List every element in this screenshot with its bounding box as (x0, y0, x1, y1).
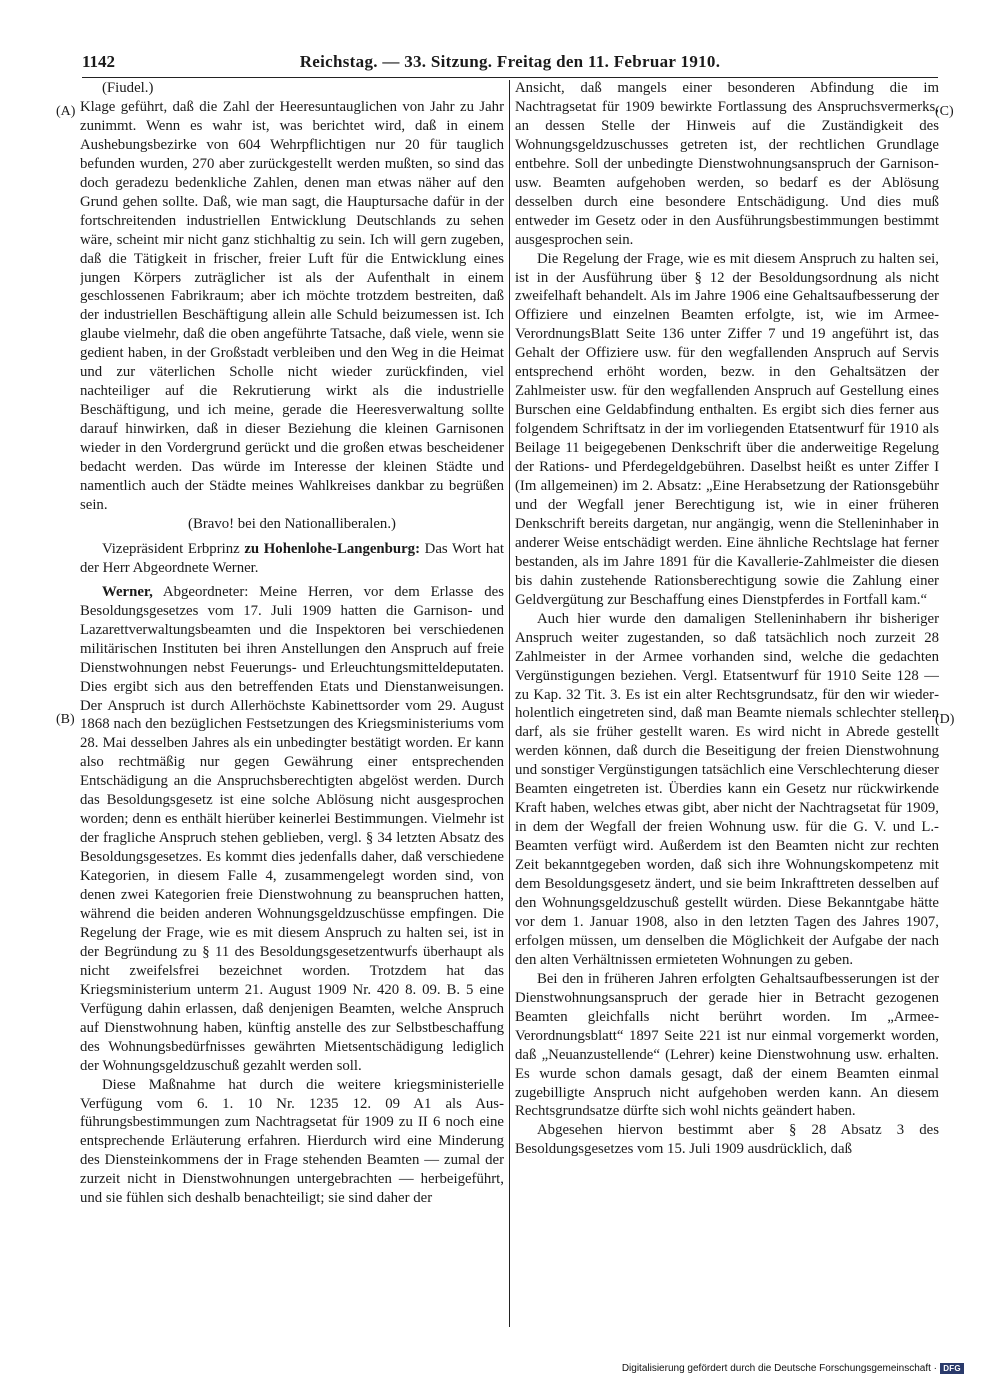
right-column (515, 79, 939, 1327)
footer (622, 1363, 964, 1374)
speaker-tag: (Fiudel.) (102, 80, 154, 96)
paragraph: Auch hier wurde den damaligen Stelleninhabern ihr bisheriger Anspruch weiter zugestanden, so daß tatsächlich noch zurzeit 28 Zahlmeister in der Armee vorhanden sind, welche die gedachten Vergünstigungen beziehen. Vergl. Etatsentwurf für 1910 Seite 128 — zu Kap. 32 Tit. 3. Es ist ein alter Rechtsgrundsatz, für den wir wiederholentlich eingetreten sind, daß man Beamte niemals schlechter stellen darf, als sie früher gestellt waren. Es wird nicht in Abrede gestellt werden können, daß durch die Beseitigung der freien Dienstwohnung und sonstiger Vergünstigungen tatsächlich eine Verschlechterung dieser Beamten eingetreten ist. Überdies kann ein Gesetz nur rückwirkende Kraft haben, welches etwas gibt, aber nicht der Nachtragsetat für 1909, in dem der Wegfall der freien Wohnung usw. für die G. V. und L.-Beamten verfügt wird. Außerdem ist den Beamten nicht zur rechten Zeit bekanntgegeben worden, daß sich ihre Wohnungskompetenz mit dem Besoldungsgesetz ändert, und sie beim Inkrafttreten desselben auf den Wohnungsgeldzuschuß gestellt würden. Diese Bekanntgabe hätte vor dem 1. Januar 1908, also in den letzten Tagen des Jahres 1907, erfolgen müssen, um denselben die Möglichkeit der Aufgabe der nach den alten Verhältnissen ermieteten Wohnungen zu geben. (515, 610, 939, 968)
column-divider (509, 80, 510, 1327)
header-title: Reichstag. — 33. Sitzung. Freitag den 11. Februar 1910. (299, 52, 721, 71)
speaker-name: Werner, (102, 583, 153, 600)
paragraph: Diese Maßnahme hat durch die weitere kriegsministerielle Verfügung vom 6. 1. 10 Nr. 1235 12. 09 A1 als Ausführungsbestimmungen zum Nachtragsetat für 1909 zu II 6 noch eine entsprechende Erläuterung erfahren. Hierdurch wird eine Minderung des Diensteinkommens der in Frage stehenden Beamten — zumal der zurzeit nicht in Dienstwohnungen untergebrachten — herbeigeführt, und sie fühlen sich deshalb benachteiligt; sie sind daher der (80, 1076, 504, 1207)
president-statement (80, 540, 504, 578)
header-rule (82, 77, 938, 78)
paragraph: Ansicht, daß mangels einer besonderen Abfindung die im Nachtragsetat für 1909 bewirkte Fortlassung des Anspruchsvermerks, an dessen Stelle der Hinweis auf die Zuständigkeit des Wohnungsgeldzuschusses getreten ist, der rechtlichen Grundlage entbehre. Soll der unbedingte Dienstwohnungsanspruch der Garnison- usw. Beamten aufgehoben werden, so bedarf es der Ablösung desselben durch eine besondere Entschädigung. Und dies muß entweder im Gesetz oder in den Ausführungsbestimmungen bestimmt ausgesprochen sein. (515, 80, 939, 248)
margin-marker-c: (C) (935, 104, 954, 119)
paragraph: Abgesehen hiervon bestimmt aber § 28 Absatz 3 des Besoldungsgesetzes vom 15. Juli 1909 ausdrücklich, daß (515, 1122, 939, 1158)
margin-marker-a: (A) (56, 104, 76, 119)
president-text: Das Wort hat der Herr Abgeordnete Werner. (80, 540, 504, 576)
dfg-logo-icon: DFG (940, 1363, 964, 1374)
president-name: zu Hohenlohe-Langenburg: (244, 540, 421, 557)
margin-marker-d: (D) (935, 712, 955, 727)
paragraph: Klage geführt, daß die Zahl der Heeresuntauglichen von Jahr zu Jahr zunimmt. Wenn es wahr ist, was berichtet wird, daß in einem Aushebungsbezirke von 604 Wehrpflichtigen nur 20 für tauglich befunden wurden, 270 aber zurückgestellt werden mußten, so sind das doch geradezu bedenkliche Zahlen, denen man etwas näher auf den Grund gehen sollte. Daß, wie man sagt, die Hauptursache dafür in der fortschreitenden industriellen Entwicklung Deutschlands zu sehen wäre, scheint mir nicht ganz stichhaltig zu sein. Ich will gern zugeben, daß die Tätigkeit in frischer, freier Luft für die Entwicklung eines jungen Körpers zuträglicher ist als der Aufenthalt in einem geschlossenen Fabrikraum; aber ich möchte trotzdem bestreiten, daß der industriellen Beschäftigung allein alle Schuld beizumessen ist. Ich glaube vielmehr, daß die oben angeführte Tatsache, daß viele, wenn sie gedient haben, in der Großstadt verbleiben und den Weg in die Heimat und zur väterlichen Scholle nicht wieder zurückfinden, viel nachteiliger auf die Rekrutierung wirkt als die industrielle Beschäftigung, und ich meine, gerade die Heeresverwaltung sollte darauf hinwirken, daß in dieser Beziehung die kleinen Garnisonen wieder in den Vordergrund gerückt und die großen etwas bescheidener bedacht werden. Das würde im Interesse der kleinen Städte und namentlich auch der Städte meines Wahlkreises dankbar zu begrüßen sein. (80, 98, 504, 513)
paragraph: Bei den in früheren Jahren erfolgten Gehaltsaufbesserungen ist der Dienstwohnungsanspruch der gerade hier in Betracht gezogenen Beamten gleichfalls nicht berührt worden. Im „Armee-Verordnungsblatt“ 1897 Seite 221 ist nur einmal vorgemerkt worden, daß „Neuanzustellende“ (Lehrer) keine Dienstwohnung usw. erhalten. Es wurde schon damals gesagt, daß der einem Beamten einmal zugebilligte Anspruch nicht aufgehoben werden kann. An diesem Rechtsgrundsatze dürfte sich wohl nichts geändert haben. (515, 970, 939, 1120)
left-column (80, 79, 504, 1327)
page-number: 1142 (82, 52, 116, 71)
president-title: Vizepräsident Erbprinz (102, 540, 245, 557)
paragraph: Die Regelung der Frage, wie es mit diesem Anspruch zu halten sei, ist in der Ausführung über § 12 der Besoldungsordnung als nicht zweifelhaft behandelt. Als im Jahre 1906 eine Gehaltsaufbesserung der Offiziere und einzelnen Beamten erfolgte, ist, wie im Armee-VerordnungsBlatt Seite 136 unter Ziffer 7 und 19 angeführt ist, das Gehalt der Offiziere usw. für den wegfallenden Anspruch auf Servis entsprechend erhöht worden, bezw. in den Gehaltsätzen der Zahlmeister usw. für den wegfallenden Anspruch auf Gestellung eines Burschen eine Geldabfindung enthalten. Es ergibt sich dies ferner aus folgendem Schriftsatz in der im vorliegenden Etatsentwurf für 1910 als Beilage 11 beigegebenen Denkschrift über die anderweitige Regelung der Rations- und Pferdegeldgebühren. Daselbst heißt es unter Ziffer I (Im allgemeinen) im 2. Absatz: „Eine Herabsetzung der Rationsgebühr und der Wegfall jener Berechtigung ist, wie in einer früheren Denkschrift bereits dargetan, nur angängig, wenn die Stelleninhaber in anderer Weise entschädigt werden. Eine ähnliche Rechtslage hat ferner bestanden, als im Jahre 1891 für die Kavallerie-Zahlmeister die diesen bis dahin zustehende Rationsberechtigung sowie die Zahlung einer Geldvergütung zur Beschaffung eines Dienstpferdes in Fortfall kam.“ (515, 250, 939, 608)
margin-marker-b: (B) (56, 712, 75, 727)
applause-note: (Bravo! bei den Nationalliberalen.) (188, 515, 396, 532)
page-header (82, 52, 938, 74)
speech-text: Abgeordneter: Meine Herren, vor dem Erlasse des Besoldungsgesetzes vom 17. Juli 1909 hatten die Garnison- und Lazarettverwaltungsbeamten und die Inspektoren bei verschiedenen militärischen Instituten bei ihren Anstellungen den Anspruch auf freie Dienstwohnungen nebst Feuerungs- und Erleuchtungsmitteldeputaten. Dies ergibt sich aus den betreffenden Etats und Dienstanweisungen. Der Anspruch ist durch Allerhöchste Kabinettsorder vom 29. August 1868 nach den bezüglichen Festsetzungen des Kriegsministeriums vom 28. Mai desselben Jahres als ein unbedingter bestätigt worden. Er kann also rechtmäßig nur gegen Gewährung einer entsprechenden Entschädigung an die Anspruchsberechtigten abgelöst werden. Durch das Besoldungsgesetz ist eine solche Ablösung nicht ausgesprochen worden; denn es enthält hierüber keinerlei Bestimmungen. Vielmehr ist der fragliche Anspruch stehen geblieben, vergl. § 34 letzten Absatz des Besoldungsgesetzes. Es kommt dies jedenfalls daher, daß verschiedene Kategorien, in diesem Falle 4, zusammengelegt worden sind, von denen zwei Kategorien freie Dienstwohnung zu beanspruchen hatten, während die beiden anderen Wohnungsgeldzuschüsse empfingen. Die Regelung der Frage, wie es mit diesem Anspruch zu halten sei, ist in der Begründung zu § 11 des Besoldungsgesetzentwurfs überhaupt als nicht zweifelsfrei bezeichnet worden. Trotzdem hat das Kriegsministerium unterm 21. August 1909 Nr. 420 8. 09. B. 5 eine Verfügung dahin erlassen, daß denjenigen Beamten, welche Anspruch auf Dienstwohnung haben, künftig anstelle des zur Selbstbeschaffung des Wohnungsbedürfnisses gewährten Mietsentschädigung lediglich der Wohnungsgeldzuschuß gezahlt werden soll. (80, 583, 504, 1074)
footer-credit: Digitalisierung gefördert durch die Deutsche Forschungsgemeinschaft · (621, 1363, 937, 1374)
speech-paragraph (80, 583, 504, 1076)
